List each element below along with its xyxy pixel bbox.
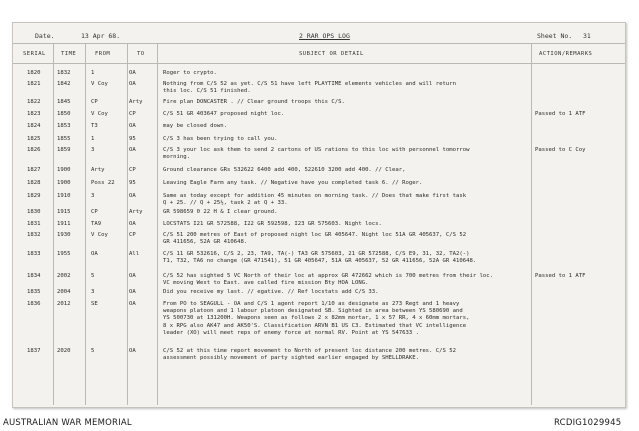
col-header-to: TO — [137, 51, 145, 57]
cell-time: 2020 — [57, 348, 71, 354]
cell-serial: 1824 — [27, 123, 41, 129]
cell-from: V Coy — [91, 81, 108, 87]
cell-time: 1930 — [57, 232, 71, 238]
cell-time: 2004 — [57, 289, 71, 295]
cell-from: Arty — [91, 167, 105, 173]
cell-action: Passed to 1 ATF — [535, 273, 586, 279]
col-header-action: ACTION/REMARKS — [539, 51, 593, 57]
cell-serial: 1826 — [27, 147, 41, 153]
cell-subject: C/S 3 has been trying to call you. — [163, 136, 278, 142]
cell-serial: 1829 — [27, 193, 41, 199]
cell-time: 1850 — [57, 111, 71, 117]
cell-to: OA — [129, 81, 136, 87]
cell-from: 3 — [91, 289, 95, 295]
cell-from: 3 — [91, 147, 95, 153]
cell-to: CP — [129, 232, 136, 238]
cell-subject: C/S 52 at this time report movement to North of present loc distance 200 metres. C/S 52 assessment possibly movement of party sighted earlier engaged by SHELLDRAKE. — [163, 348, 456, 362]
cell-from: TA9 — [91, 221, 102, 227]
cell-serial: 1834 — [27, 273, 41, 279]
cell-time: 1859 — [57, 147, 71, 153]
cell-from: Poss 22 — [91, 180, 115, 186]
cell-to: OA — [129, 70, 136, 76]
date-value: 13 Apr 68. — [81, 32, 121, 40]
log-sheet — [12, 22, 626, 408]
cell-from: OA — [91, 251, 98, 257]
cell-serial: 1836 — [27, 301, 41, 307]
cell-time: 1855 — [57, 136, 71, 142]
cell-serial: 1831 — [27, 221, 41, 227]
cell-serial: 1835 — [27, 289, 41, 295]
cell-to: CP — [129, 111, 136, 117]
cell-time: 1911 — [57, 221, 71, 227]
cell-from: V Coy — [91, 232, 108, 238]
cell-serial: 1827 — [27, 167, 41, 173]
cell-subject: Nothing from C/S 52 as yet. C/S 51 have left PLAYTIME elements vehicles and will return this loc. C/S 51 finished. — [163, 81, 456, 95]
cell-subject: C/S 51 200 metres of East of proposed night loc GR 405647. Night loc 51A GR 405637, C/S 52 GR 411656, 52A GR 410648. — [163, 232, 467, 246]
cell-subject: Roger to crypto. — [163, 70, 217, 76]
cell-to: OA — [129, 221, 136, 227]
cell-time: 1842 — [57, 81, 71, 87]
cell-to: OA — [129, 193, 136, 199]
cell-to: All — [129, 251, 140, 257]
col-header-time: TIME — [61, 51, 77, 57]
cell-serial: 1825 — [27, 136, 41, 142]
cell-time: 1832 — [57, 70, 71, 76]
cell-serial: 1823 — [27, 111, 41, 117]
col-header-subject: SUBJECT OR DETAIL — [299, 51, 364, 57]
cell-from: 3 — [91, 193, 95, 199]
cell-serial: 1822 — [27, 99, 41, 105]
cell-serial: 1837 — [27, 348, 41, 354]
cell-to: OA — [129, 123, 136, 129]
cell-serial: 1820 — [27, 70, 41, 76]
cell-serial: 1828 — [27, 180, 41, 186]
footer-ref: RCDIG1029945 — [554, 418, 622, 428]
cell-subject: C/S 3 your loc ask them to send 2 cartons of US rations to this loc with personnel tomorrow morning. — [163, 147, 470, 161]
cell-from: 5 — [91, 348, 95, 354]
cell-to: 95 — [129, 180, 136, 186]
cell-time: 2002 — [57, 273, 71, 279]
cell-time: 1900 — [57, 167, 71, 173]
cell-to: OA — [129, 289, 136, 295]
cell-from: 5 — [91, 273, 95, 279]
cell-time: 1845 — [57, 99, 71, 105]
cell-subject: LOCSTATS I21 GR 572588, I22 GR 592598, I23 GR 575603. Night locs. — [163, 221, 382, 227]
cell-to: OA — [129, 147, 136, 153]
cell-action: Passed to 1 ATF — [535, 111, 586, 117]
log-entries — [13, 23, 625, 407]
col-header-serial: SERIAL — [23, 51, 46, 57]
sheet-label: Sheet No. — [537, 32, 573, 40]
cell-time: 1910 — [57, 193, 71, 199]
cell-from: CP — [91, 99, 98, 105]
cell-to: OA — [129, 348, 136, 354]
cell-serial: 1821 — [27, 81, 41, 87]
cell-subject: GR 598659 0 22 H & I clear ground. — [163, 209, 278, 215]
cell-time: 2012 — [57, 301, 71, 307]
cell-to: 95 — [129, 136, 136, 142]
cell-subject: Leaving Eagle Farm any task. // Negative have you completed task 6. // Roger. — [163, 180, 423, 186]
cell-action: Passed to C Coy — [535, 147, 586, 153]
footer-credit: AUSTRALIAN WAR MEMORIAL — [3, 418, 132, 428]
cell-subject: C/S 51 GR 403647 proposed night loc. — [163, 111, 285, 117]
cell-from: 1 — [91, 136, 95, 142]
cell-to: Arty — [129, 209, 143, 215]
cell-subject: C/S 11 GR 532616, C/S 2, 23, TA9, TA(-) TA3 GR 575603, 21 GR 572588, C/S E9, 31, 32, TA2(-) T1, T32, TA6 no change (GR 471541), 51 GR 405647, 51A GR 405637, 52 GR 411656, 52A GR 410648. — [163, 251, 477, 265]
cell-to: CP — [129, 167, 136, 173]
cell-to: OA — [129, 273, 136, 279]
cell-serial: 1833 — [27, 251, 41, 257]
cell-serial: 1832 — [27, 232, 41, 238]
cell-subject: Ground clearance GRs 532622 6400 add 400, 522610 3200 add 400. // Clear, — [163, 167, 406, 173]
cell-subject: Same as today except for addition 45 minutes on morning task. // Does that make first task Q + 25. // Q + 25½, task 2 at Q + 33. — [163, 193, 467, 207]
cell-time: 1900 — [57, 180, 71, 186]
cell-to: OA — [129, 301, 136, 307]
cell-from: V Coy — [91, 111, 108, 117]
log-title: 2 RAR OPS LOG — [299, 32, 350, 40]
cell-subject: Fire plan DONCASTER . // Clear ground troops this C/S. — [163, 99, 345, 105]
cell-subject: may be closed down. — [163, 123, 227, 129]
cell-subject: From PO to SEAGULL - OA and C/S 1 agent report 1/10 as designate as 273 Regt and 1 heavy weapons platoon and 1 labour platoon designated SB. Sighted in area between YS 580690 and YS 500730 at 131200H. Weapons seen as follows 2 x 82mm mortar, 1 x 57 RR, 4 x 60mm mortars, 8 x RPG also AK47 and AK50'S. Classification ARVN B1 US C3. Estimated that VC intelligence leader (XO) will meet reps of enemy force at normal RV. Point at YS 547633 . — [163, 301, 470, 336]
col-header-from: FROM — [95, 51, 111, 57]
cell-from: 1 — [91, 70, 95, 76]
cell-serial: 1830 — [27, 209, 41, 215]
sheet-number: 31 — [583, 32, 591, 40]
cell-time: 1853 — [57, 123, 71, 129]
cell-to: Arty — [129, 99, 143, 105]
cell-from: T3 — [91, 123, 98, 129]
cell-time: 1915 — [57, 209, 71, 215]
cell-time: 1955 — [57, 251, 71, 257]
cell-subject: C/S 52 has sighted 5 VC North of their loc at approx GR 472662 which is 700 metres from their loc. VC moving West to East. ave called fire mission Bty HOA LONG. — [163, 273, 494, 287]
date-label: Date. — [35, 32, 55, 40]
cell-from: SE — [91, 301, 98, 307]
cell-from: CP — [91, 209, 98, 215]
cell-subject: Did you receive my last. // egative. // Ref locstats add C/S 33. — [163, 289, 379, 295]
